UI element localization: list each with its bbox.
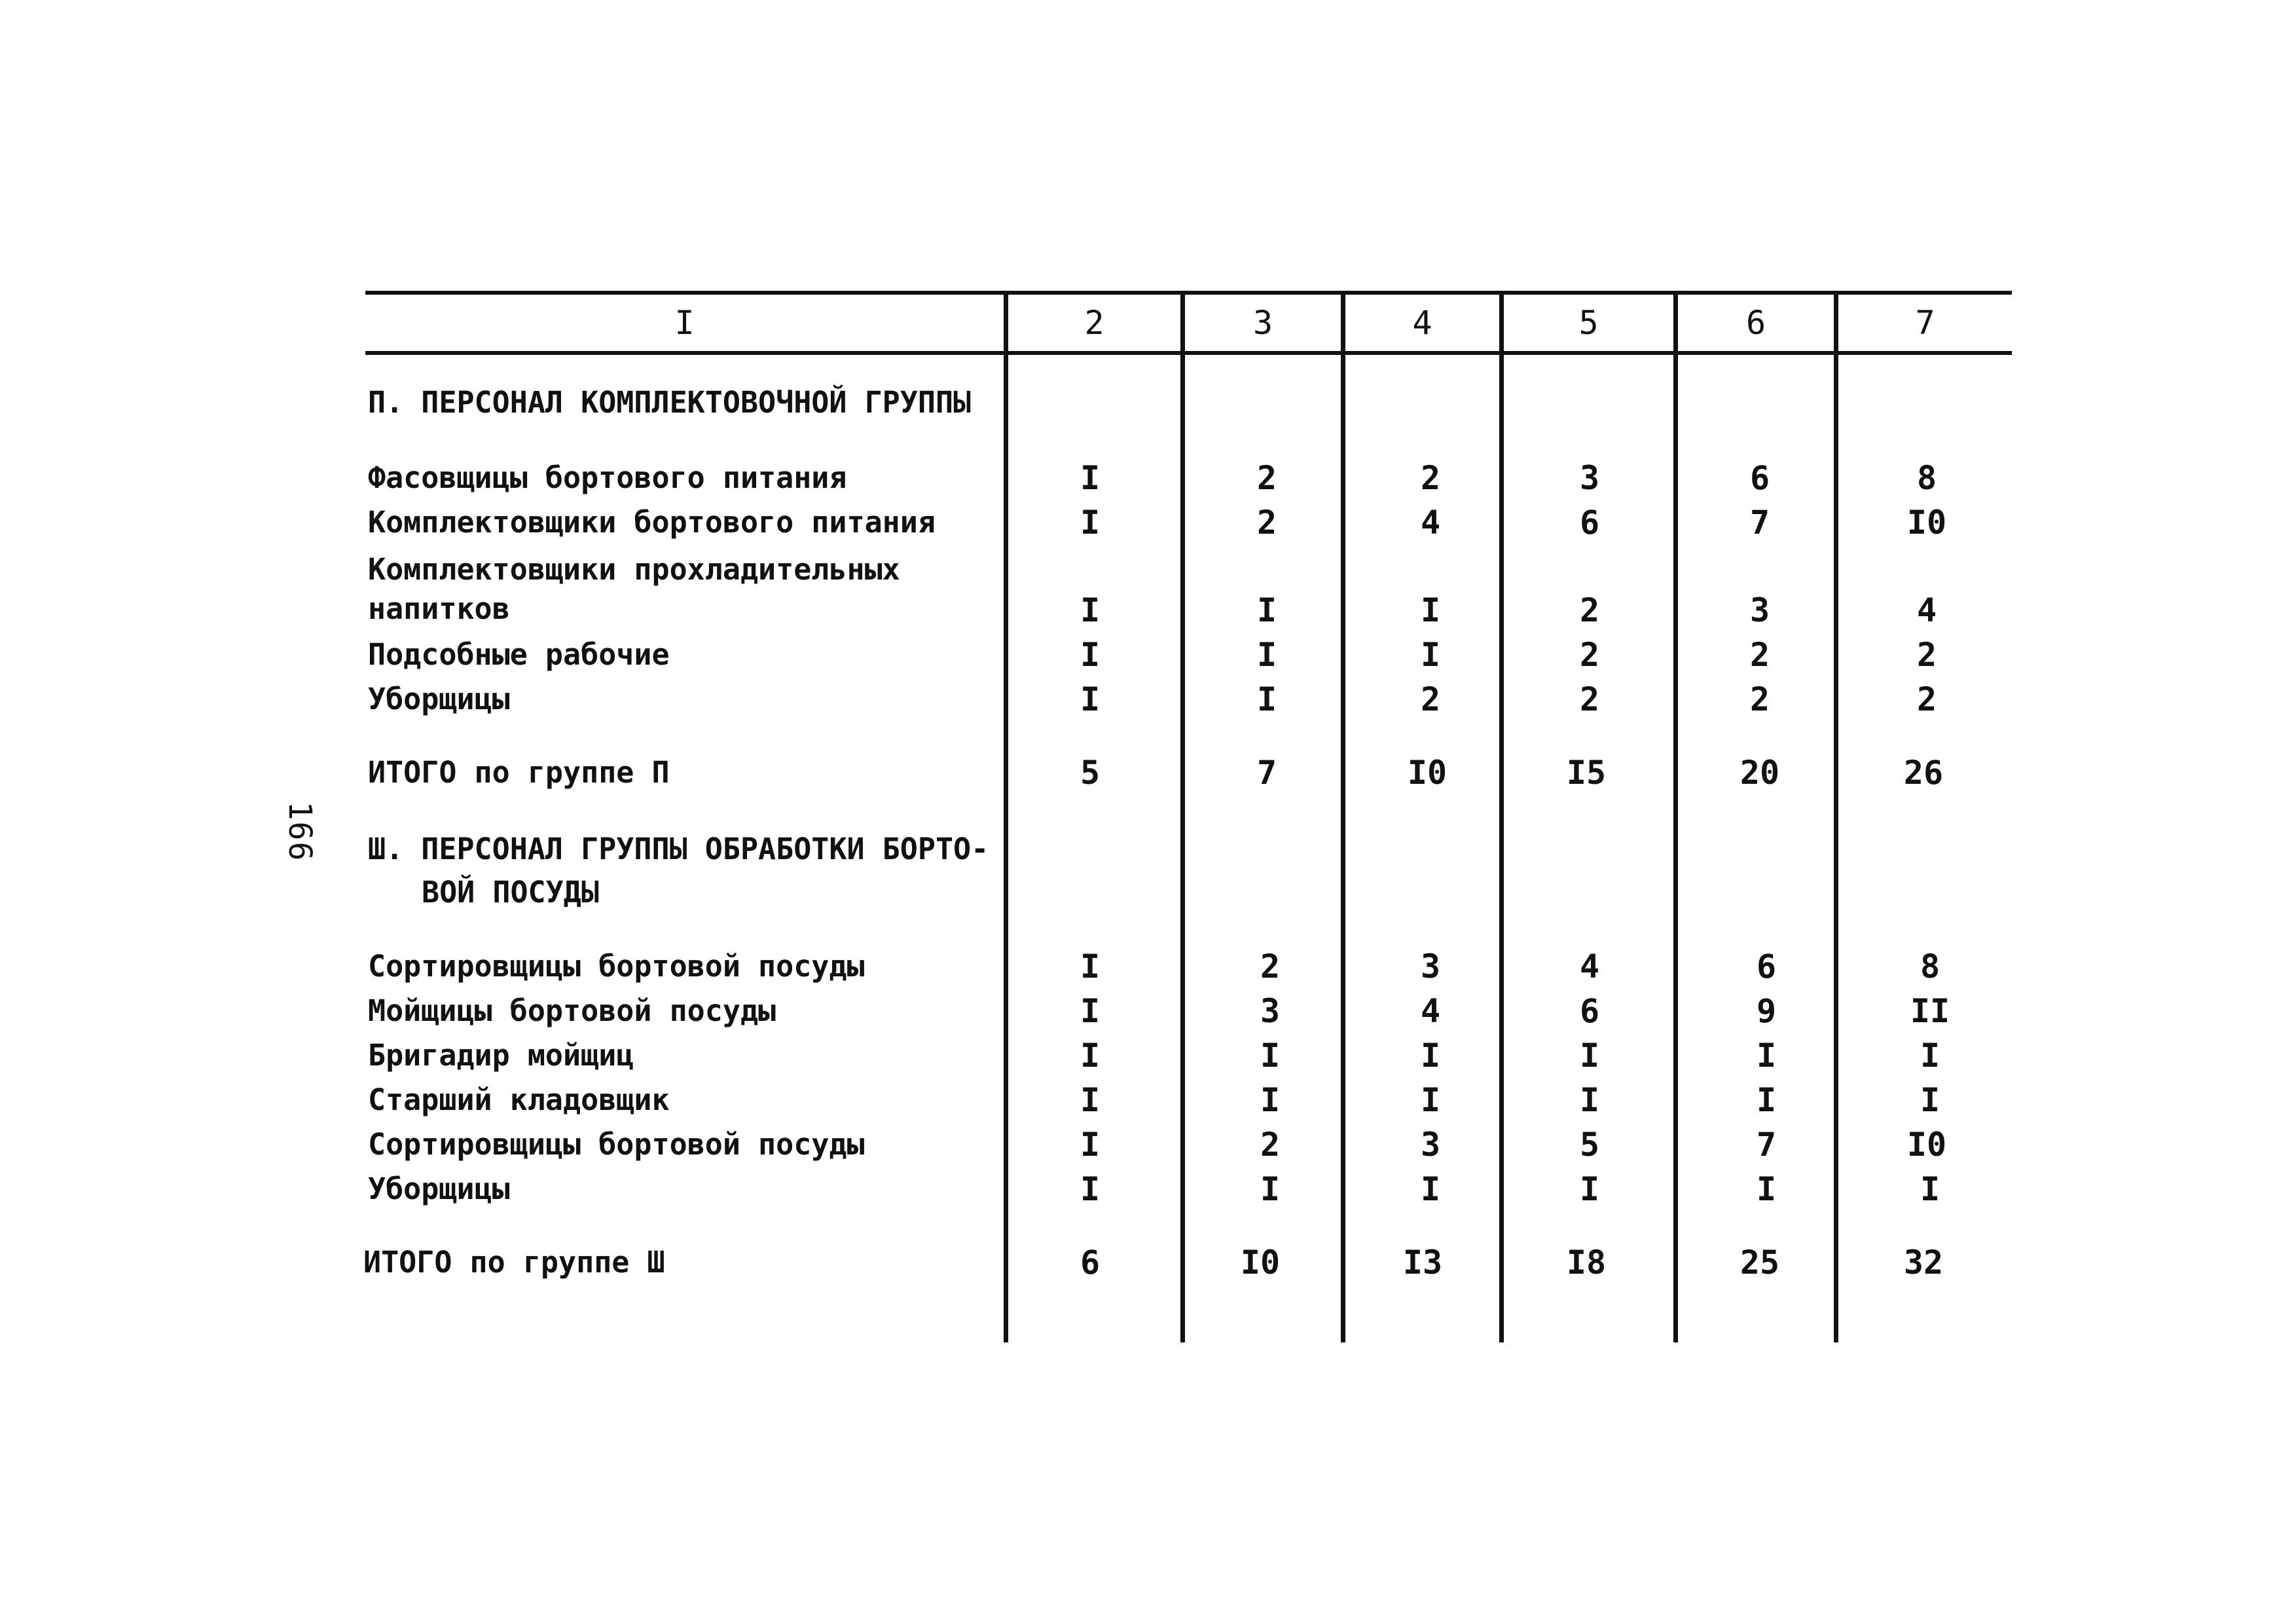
cell-value: 3 bbox=[1420, 1126, 1441, 1164]
total-value: 20 bbox=[1740, 754, 1780, 792]
cell-value: 2 bbox=[1579, 636, 1600, 674]
row-label: Подсобные рабочие bbox=[368, 637, 670, 672]
cell-value: I0 bbox=[1906, 1126, 1947, 1164]
cell-value: I bbox=[1420, 1081, 1441, 1119]
cell-value: I bbox=[1920, 1037, 1941, 1075]
cell-value: I bbox=[1080, 504, 1101, 542]
cell-value: I bbox=[1579, 1037, 1600, 1075]
cell-value: 2 bbox=[1420, 459, 1441, 497]
cell-value: I bbox=[1256, 680, 1277, 718]
cell-value: 6 bbox=[1579, 504, 1600, 542]
cell-value: 3 bbox=[1749, 591, 1770, 629]
cell-value: 4 bbox=[1916, 591, 1937, 629]
row-label: Мойщицы бортовой посуды bbox=[368, 993, 776, 1028]
cell-value: 6 bbox=[1749, 459, 1770, 497]
cell-value: 7 bbox=[1756, 1126, 1777, 1164]
table-header-rule bbox=[365, 351, 2012, 355]
total-value: 7 bbox=[1256, 754, 1277, 792]
section-title: П. ПЕРСОНАЛ КОМПЛЕКТОВОЧНОЙ ГРУППЫ bbox=[368, 385, 972, 420]
cell-value: 3 bbox=[1420, 948, 1441, 986]
column-header: 3 bbox=[1252, 304, 1273, 342]
cell-value: I bbox=[1260, 1081, 1281, 1119]
row-label: Старший кладовщик bbox=[368, 1082, 670, 1117]
column-header: 4 bbox=[1412, 304, 1432, 342]
table-row bbox=[0, 678, 2296, 720]
row-label: Комплектовщики бортового питания bbox=[368, 505, 936, 540]
page-number: 166 bbox=[282, 801, 318, 862]
total-label: ИТОГО по группе Ш bbox=[363, 1245, 665, 1280]
cell-value: I bbox=[1256, 636, 1277, 674]
total-label: ИТОГО по группе П bbox=[368, 755, 670, 790]
cell-value: 2 bbox=[1916, 680, 1937, 718]
cell-value: I bbox=[1756, 1170, 1777, 1208]
cell-value: I bbox=[1080, 636, 1101, 674]
total-row bbox=[0, 752, 2296, 794]
cell-value: 2 bbox=[1256, 459, 1277, 497]
cell-value: 5 bbox=[1579, 1126, 1600, 1164]
total-value: 5 bbox=[1080, 754, 1101, 792]
cell-value: 4 bbox=[1420, 992, 1441, 1030]
cell-value: I bbox=[1080, 591, 1101, 629]
column-header: 7 bbox=[1915, 304, 1935, 342]
cell-value: I bbox=[1920, 1170, 1941, 1208]
column-header: 5 bbox=[1578, 304, 1599, 342]
table-row bbox=[0, 1079, 2296, 1121]
table-row bbox=[0, 1124, 2296, 1166]
row-label: Уборщицы bbox=[368, 682, 510, 716]
table-row bbox=[0, 990, 2296, 1032]
cell-value: 6 bbox=[1756, 948, 1777, 986]
cell-value: 2 bbox=[1420, 680, 1441, 718]
cell-value: I0 bbox=[1906, 504, 1947, 542]
total-value: I3 bbox=[1402, 1244, 1443, 1282]
cell-value: 2 bbox=[1579, 680, 1600, 718]
total-value: 6 bbox=[1080, 1244, 1101, 1282]
section-title bbox=[368, 828, 1003, 914]
table-row bbox=[0, 1035, 2296, 1077]
total-value: 32 bbox=[1903, 1244, 1944, 1282]
table-top-rule bbox=[365, 291, 2012, 295]
table-row bbox=[0, 502, 2296, 544]
cell-value: 8 bbox=[1916, 459, 1937, 497]
cell-value: 3 bbox=[1579, 459, 1600, 497]
cell-value: I bbox=[1080, 1170, 1101, 1208]
cell-value: 2 bbox=[1260, 1126, 1281, 1164]
section-title-line: Ш. ПЕРСОНАЛ ГРУППЫ ОБРАБОТКИ БОРТО- bbox=[368, 832, 989, 866]
total-value: I8 bbox=[1566, 1244, 1607, 1282]
cell-value: I bbox=[1579, 1081, 1600, 1119]
cell-value: 2 bbox=[1579, 591, 1600, 629]
cell-value: I bbox=[1260, 1170, 1281, 1208]
cell-value: 9 bbox=[1756, 992, 1777, 1030]
total-row bbox=[0, 1242, 2296, 1283]
total-value: I5 bbox=[1566, 754, 1607, 792]
cell-value: 3 bbox=[1260, 992, 1281, 1030]
table-row bbox=[0, 550, 2296, 631]
cell-value: I bbox=[1420, 1170, 1441, 1208]
cell-value: 8 bbox=[1920, 948, 1941, 986]
table-row bbox=[0, 634, 2296, 676]
cell-value: 4 bbox=[1579, 948, 1600, 986]
total-value: 25 bbox=[1740, 1244, 1780, 1282]
cell-value: I bbox=[1920, 1081, 1941, 1119]
cell-value: I bbox=[1080, 459, 1101, 497]
table-row bbox=[0, 457, 2296, 499]
cell-value: I bbox=[1756, 1037, 1777, 1075]
row-label: Комплектовщики прохладительных напитков bbox=[368, 552, 900, 626]
row-label: Сортировщицы бортовой посуды bbox=[368, 1127, 865, 1162]
cell-value: 2 bbox=[1916, 636, 1937, 674]
cell-value: 2 bbox=[1749, 636, 1770, 674]
cell-value: 7 bbox=[1749, 504, 1770, 542]
cell-value: 2 bbox=[1260, 948, 1281, 986]
column-header: 6 bbox=[1745, 304, 1766, 342]
cell-value: I bbox=[1579, 1170, 1600, 1208]
cell-value: 4 bbox=[1420, 504, 1441, 542]
cell-value: I bbox=[1080, 680, 1101, 718]
cell-value: 6 bbox=[1579, 992, 1600, 1030]
cell-value: 2 bbox=[1749, 680, 1770, 718]
total-value: 26 bbox=[1903, 754, 1944, 792]
row-label: Фасовщицы бортового питания bbox=[368, 460, 847, 495]
total-value: I0 bbox=[1407, 754, 1448, 792]
cell-value: I bbox=[1256, 591, 1277, 629]
cell-value: I bbox=[1080, 1126, 1101, 1164]
column-header: I bbox=[674, 304, 695, 342]
cell-value: I bbox=[1420, 1037, 1441, 1075]
row-label: Бригадир мойщиц bbox=[368, 1038, 634, 1073]
cell-value: I bbox=[1420, 636, 1441, 674]
column-header: 2 bbox=[1084, 304, 1104, 342]
cell-value: II bbox=[1910, 992, 1950, 1030]
total-value: I0 bbox=[1240, 1244, 1281, 1282]
cell-value: I bbox=[1080, 1081, 1101, 1119]
cell-value: I bbox=[1260, 1037, 1281, 1075]
cell-value: I bbox=[1420, 591, 1441, 629]
cell-value: I bbox=[1080, 1037, 1101, 1075]
table-row bbox=[0, 946, 2296, 987]
cell-value: I bbox=[1080, 992, 1101, 1030]
row-label: Сортировщицы бортовой посуды bbox=[368, 949, 865, 984]
cell-value: 2 bbox=[1256, 504, 1277, 542]
cell-value: I bbox=[1080, 948, 1101, 986]
row-label: Уборщицы bbox=[368, 1172, 510, 1206]
section-title-line: ВОЙ ПОСУДЫ bbox=[422, 875, 599, 910]
cell-value: I bbox=[1756, 1081, 1777, 1119]
table-row bbox=[0, 1168, 2296, 1210]
